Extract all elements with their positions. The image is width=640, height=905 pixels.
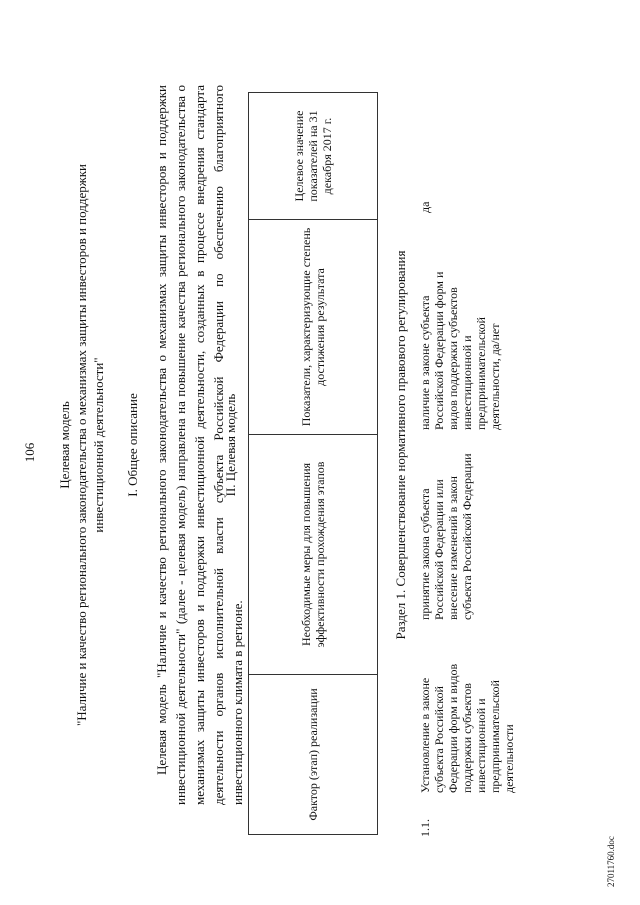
row-indicator: наличие в законе субъекта Российской Федерации форм и видов поддержки субъектов инвестиционной и предпринимательской деятельности, да/нет — [418, 271, 502, 430]
row-target: да — [418, 201, 432, 213]
header-measures: Необходимые меры для повышения эффективности прохождения этапов — [249, 435, 378, 675]
header-factor: Фактор (этап) реализации — [249, 675, 378, 835]
document-id: 27011760.doc — [606, 836, 616, 887]
table-header-row — [249, 93, 378, 835]
document-title-line-2: "Наличие и качество регионального законодательства о механизмах защиты инвесторов и поддержки — [74, 163, 89, 727]
header-target-value: Целевое значение показателей на 31 декабря 2017 г. — [249, 93, 378, 220]
row-factor: Установление в законе субъекта Российской Федерации форм и видов поддержки субъектов инвестиционной и предпринимательской деятельности — [418, 663, 516, 793]
target-model-table — [248, 92, 378, 835]
section-heading-model: II. Целевая модель — [223, 393, 238, 497]
row-number: 1.1. — [418, 819, 432, 837]
general-description-paragraph: Целевая модель "Наличие и качество регионального законодательства о механизмах защиты инвесторов и поддержки инвестиционной деятельности" (далее - целевая модель) направлена на повышение качества регионального законодательства о механизмах защиты инвесторов и поддержки инвестиционной деятельности, созданных в процессе внедрения стандарта деятельности органов исполнительной власти субъекта Российской Федерации по обеспечению благоприятного инвестиционного климата в регионе. — [154, 85, 245, 805]
document-title-line-3: инвестиционной деятельности" — [91, 357, 106, 533]
page-number: 106 — [22, 442, 37, 463]
document-title-line-1: Целевая модель — [57, 401, 72, 489]
section-heading-general: I. Общее описание — [125, 393, 140, 497]
subsection-heading: Раздел 1. Совершенствование нормативного правового регулирования — [393, 250, 408, 640]
row-measures: принятие закона субъекта Российской Федерации или внесение изменений в закон субъекта Российской Федерации — [418, 453, 474, 620]
header-indicators: Показатели, характеризующие степень достижения результата — [249, 220, 378, 435]
